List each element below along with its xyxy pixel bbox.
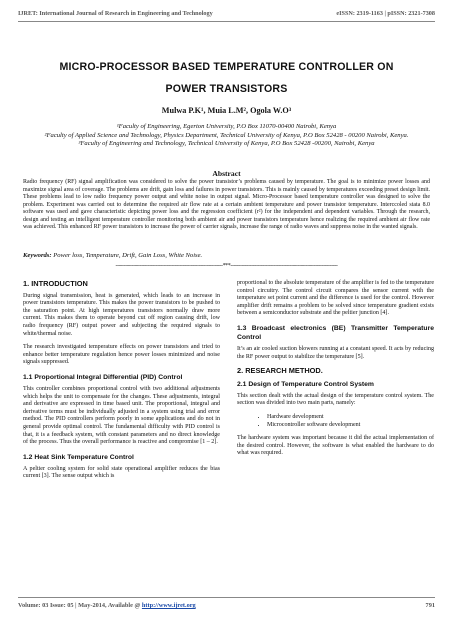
right-column xyxy=(237,280,434,464)
abstract-heading: Abstract xyxy=(212,169,241,178)
design-paragraph: This section dealt with the actual design of the temperature control system. The section was divided into two main parts, namely: xyxy=(237,392,434,407)
section-divider: -------------------------------------------------------------------***------------------------------------------------------------------- xyxy=(115,263,338,269)
volume-text: Volume: 03 Issue: 05 | May-2014, Available @ xyxy=(18,602,142,609)
list-item: • Microcontroller software development xyxy=(267,422,434,430)
issn: eISSN: 2319-1163 | pISSN: 2321-7308 xyxy=(336,10,435,17)
running-header xyxy=(18,10,435,17)
journal-link[interactable]: http://www.ijret.org xyxy=(141,602,196,609)
title-line-2: POWER TRANSISTORS xyxy=(165,83,288,95)
abstract-text: Radio frequency (RF) signal amplification was considered to solve the power transistor’s problems caused by temperature. The goal is to minimize power losses and maximize signal area of coverage. The problems are drift, gain loss and failures in power transistors. This is mainly caused by temperatures exceeding preset design limit. These problems lead to low radio frequency power output and white noise in output signal. Micro-Processor based temperature controller was designed to solve the problem. Experiment was carried out to determine the required air flow rate at a certain ambient temperature and power transistor temperature. Interccoled stata 8.0 software was used and gave characteristic depicting power loss and the regression coefficient (r²) for the independent and dependent variables. Through the research, design and testing an intelligent temperature controller monitoring both ambient air and power transistors temperature hence realizing the required ambient air flow rate was achieved. This enhanced RF power transistors to increase the power of carrier signals, increase the range of radio waves and suppress noise in the wanted signals. xyxy=(23,179,430,231)
be-paragraph: It’s an air cooled suction blowers running at a constant speed. It acts by reducing the RF power output to stabilize the temperature [5]. xyxy=(237,345,434,360)
running-footer xyxy=(18,602,435,609)
journal-name: IJRET: International Journal of Research in Engineering and Technology xyxy=(18,10,213,17)
parts-list xyxy=(237,414,434,429)
heading-design: 2.1 Design of Temperature Control System xyxy=(237,380,374,388)
footer-rule xyxy=(18,597,435,598)
title-line-1: MICRO-PROCESSOR BASED TEMPERATURE CONTROLLER ON xyxy=(59,61,394,73)
intro-paragraph-2: The research investigated temperature effects on power transistors and tried to enhance better temperature regulation hence power losses minimized and noise signals suppressed. xyxy=(23,344,220,366)
affiliation-3: ³Faculty of Engineering and Technology, Technical University of Kenya, P.O Box 52428 -00200, Nairobi, Kenya xyxy=(78,140,375,148)
authors: Mulwa P.K¹, Muia L.M², Ogola W.O³ xyxy=(161,106,292,115)
left-column xyxy=(23,280,220,487)
heading-introduction: 1. INTRODUCTION xyxy=(23,279,88,288)
heading-heat-sink: 1.2 Heat Sink Temperature Control xyxy=(23,453,134,461)
footer-volume xyxy=(18,602,196,609)
affiliation-1: ¹Faculty of Engineering, Egerton University, P.O Box 11070-00400 Nairobi, Kenya xyxy=(116,123,337,130)
affiliations xyxy=(26,123,427,149)
page-number: 791 xyxy=(425,602,435,609)
heading-pid-control: 1.1 Proportional Integral Differential (PID) Control xyxy=(23,373,183,381)
affiliation-2: ²Faculty of Applied Science and Technology, Physics Department, Technical University of Kenya, P.O Box 52428 - 00200 Nairobi, Kenya. xyxy=(44,131,409,139)
pid-paragraph: This controller combines proportional control with two additional adjustments which helps the unit to compensate for the changes. These adjustments, integral and derivative are expressed in time based unit. The proportional, integral and derivative terms must be individually adjusted in a system using trial and error method. The PID controllers perform poorly in some applications and do not in general provide optimal control. The fundamental difficulty with PID control is that, it is a feedback system, with constant parameters and no direct knowledge of the process. Thus the overall performance is reactive and compromise [1 – 2]. xyxy=(23,385,220,446)
intro-paragraph-1: During signal transmission, heat is generated, which leads to an increase in power transistors temperature. This makes the power transistors to be pushed to the saturation point. At high temperatures transistors normally draw more current. This makes them to operate beyond cut off region causing drift, low radio frequency (RF) output power and subjecting the required signals to white/thermal noise. xyxy=(23,292,220,337)
list-item: • Hardware development xyxy=(267,414,434,422)
header-rule xyxy=(18,21,435,22)
keywords-text: Power loss, Temperature, Drift, Gain Loss, White Noise. xyxy=(51,252,203,259)
heading-be-transmitter: 1.3 Broadcast electronics (BE) Transmitter Temperature Control xyxy=(237,324,434,341)
paper-title xyxy=(20,56,433,100)
keywords-label: Keywords: xyxy=(23,252,52,259)
hardware-paragraph: The hardware system was important because it did the actual implementation of the desired control. However, the software is what enabled the hardware to do what was required. xyxy=(237,435,434,457)
keywords xyxy=(23,252,430,259)
heading-research-method: 2. RESEARCH METHOD. xyxy=(237,366,323,376)
heat-sink-paragraph: A peltier cooling system for solid state operational amplifier reduces the bias current [3]. The sense output which is xyxy=(23,465,220,480)
heat-sink-continued: proportional to the absolute temperature of the amplifier is fed to the temperature control circuitry. The control circuit compares the sensor current with the temperature set point current and the difference is used for the control. However amplifier drift remains a problem to be solved since temperature gradient exists between a semiconductor substrate and the peltier junction [4]. xyxy=(237,280,434,317)
